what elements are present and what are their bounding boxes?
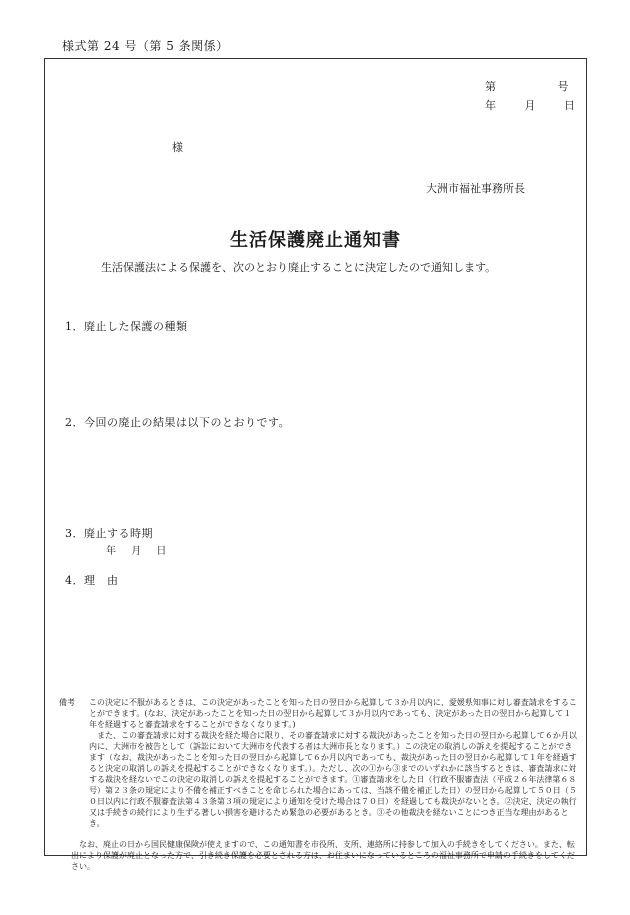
item-4-label: 4．理 由	[65, 574, 119, 587]
document-number-prefix: 第	[485, 80, 496, 93]
notes-paragraph-1: この決定に不服があるときは、この決定があったことを知った日の翌日から起算して３か月以内に、愛媛県知事に対し審査請求をすることができます。(なお、決定があったことを知った日の翌日から起算して３か月以内であっても、決定があった日の翌日から起算して１年を経過すると審査請求をすることができなくなります。)	[89, 698, 577, 729]
issue-date-line	[485, 97, 575, 113]
issue-date-year: 年	[485, 99, 496, 112]
notes-body	[89, 697, 579, 829]
sender-name: 大洲市福祉事務所長	[426, 182, 525, 195]
form-label: 様式第 24 号（第 5 条関係）	[62, 39, 229, 53]
period-date-line	[106, 542, 166, 557]
document-title: 生活保護廃止通知書	[230, 230, 401, 251]
period-date-day: 日	[156, 546, 167, 557]
period-date-month: 月	[131, 546, 142, 557]
issue-date-month: 月	[524, 99, 536, 112]
period-date-year: 年	[106, 546, 116, 557]
item-1-label: 1．廃止した保護の種類	[65, 320, 188, 333]
item-2-label: 2．今回の廃止の結果は以下のとおりです。	[65, 416, 291, 429]
addressee-suffix: 様	[172, 141, 183, 154]
intro-text: 生活保護法による保護を、次のとおり廃止することに決定したので通知します。	[101, 261, 497, 274]
document-number-suffix: 号	[557, 80, 569, 93]
issue-date-day: 日	[564, 99, 575, 112]
document-number-line	[485, 78, 569, 94]
notes-row	[59, 697, 579, 829]
notes-paragraph-2: また、この審査請求に対する裁決を経た場合に限り、その審査請求に対する裁決があったことを知った日の翌日から起算して６か月以内に、大洲市を被告として（訴訟において大洲市を代表する者は大洲市長となります。）この決定の取消しの訴えを提起することができます（なお、裁決があったことを知った日の翌日から起算して６か月以内であっても、裁決があった日の翌日から起算して１年を経過すると決定の取消しの訴えを提起することができなくなります。）。ただし、次の①から③までのいずれかに該当するときは、審査請求に対する裁決を経ないでこの決定の取消しの訴えを提起することができます。①審査請求をした日（行政不服審査法（平成２６年法律第６８号）第２３条の規定により不備を補正すべきことを命じられた場合にあっては、当該不備を補正した日）の翌日から起算して５０日（５０日以内に行政不服審査法第４３条第３項の規定により通知を受けた場合は７０日）を経過しても裁決がないとき。②決定、決定の執行又は手続きの続行により生ずる著しい損害を避けるため緊急の必要があるとき。③その他裁決を経ないことにつき正当な理由があるとき。	[89, 731, 577, 828]
notes-closing: なお、廃止の日から国民健康保険が使えますので、この通知書を市役所、支所、連絡所に持参して加入の手続きをしてください。また、転出により保護が廃止となった方で、引き続き保護を必要とされる方は、お住まいになっているところの福祉事務所で申請の手続きをしてください。	[71, 840, 575, 871]
notes-section	[59, 697, 579, 872]
item-3-label: 3．廃止する時期	[65, 527, 153, 540]
notice-frame	[44, 58, 587, 871]
notes-label: 備考	[59, 698, 75, 707]
